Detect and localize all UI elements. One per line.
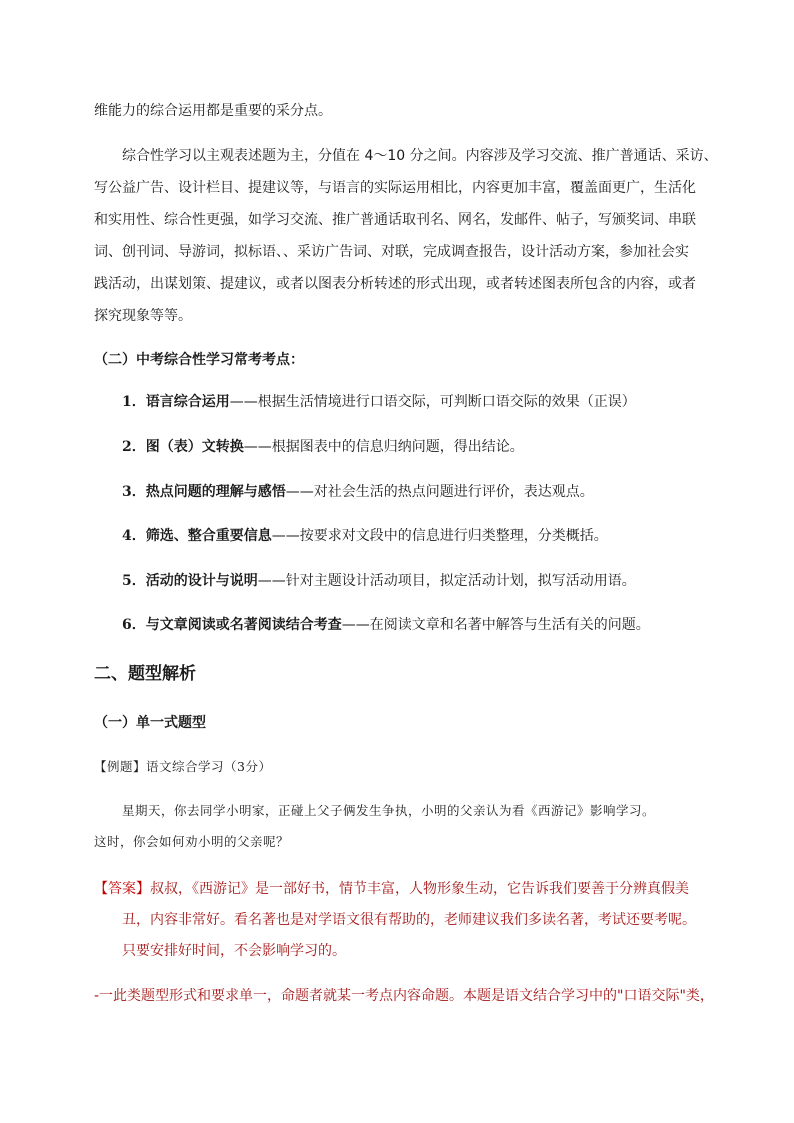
point-item-desc: ——针对主题设计活动项目，拟定活动计划，拟写活动用语。: [257, 573, 636, 589]
example-line-0: 星期天，你去同学小明家，正碰上父子俩发生争执，小明的父亲认为看《西游记》影响学习。: [122, 803, 656, 818]
point-item-num: 4．: [122, 528, 146, 544]
point-item-1: [122, 392, 636, 412]
point-item-term: 筛选、整合重要信息: [145, 528, 272, 544]
answer-line-0: [94, 879, 689, 899]
intro-p1-line-2: 和实用性、综合性更强，如学习交流、推广普通话取刊名、网名，发邮件、帖子，写颁奖词、串联: [94, 212, 696, 228]
answer-tag: 【答案】: [94, 881, 150, 897]
point-item-5: [122, 571, 636, 591]
point-item-num: 3．: [122, 484, 146, 500]
example-label: 【例题】语文综合学习（3分）: [94, 759, 272, 774]
point-item-num: 6．: [122, 617, 146, 633]
section-two-subheading: （一）单一式题型: [94, 715, 206, 731]
point-item-num: 2．: [122, 439, 146, 455]
point-item-num: 1．: [122, 394, 146, 410]
point-item-term: 图（表）文转换: [145, 439, 244, 455]
point-item-desc: ——对社会生活的热点问题进行评价，表达观点。: [285, 484, 594, 500]
answer-line-1: 丑，内容非常好。看名著也是对学语文很有帮助的，老师建议我们多读名著，考试还要考呢。: [122, 912, 696, 928]
point-item-term: 活动的设计与说明: [145, 573, 258, 589]
point-item-term: 热点问题的理解与感悟: [145, 484, 286, 500]
intro-p1-line-1: 写公益广告、设计栏目、提建议等，与语言的实际运用相比，内容更加丰富，覆盖面更广，生活化: [94, 180, 696, 196]
point-item-3: [122, 482, 594, 502]
point-item-6: [122, 615, 650, 635]
answer-text: 叔叔，《西游记》是一部好书，情节丰富，人物形象生动，它告诉我们要善于分辨真假美: [150, 881, 689, 897]
point-item-4: [122, 526, 608, 546]
point-item-num: 5．: [122, 573, 146, 589]
point-item-term: 与文章阅读或名著阅读结合考查: [145, 617, 342, 633]
intro-line-0: 维能力的综合运用都是重要的采分点。: [94, 103, 332, 119]
intro-p1-line-4: 践活动，出谋划策、提建议，或者以图表分析转述的形式出现，或者转述图表所包含的内容，或者: [94, 276, 696, 292]
intro-p1-line-0: 综合性学习以主观表述题为主，分值在 4～10 分之间。内容涉及学习交流、推广普通话、采访、: [122, 148, 718, 164]
point-item-desc: ——根据生活情境进行口语交际，可判断口语交际的效果（正误）: [229, 394, 636, 410]
analysis-line: -一此类题型形式和要求单一，命题者就某一考点内容命题。本题是语文结合学习中的"口语交际"类，: [94, 988, 714, 1004]
point-item-term: 语言综合运用: [145, 394, 230, 410]
answer-line-2: 只要安排好时间，不会影响学习的。: [122, 943, 346, 959]
example-line-1: 这时，你会如何劝小明的父亲呢？: [94, 834, 290, 849]
intro-p1-line-3: 词、创刊词、导游词，拟标语、、采访广告词、对联，完成调查报告，设计活动方案，参加社会实: [94, 244, 689, 260]
section-two-heading: 二、题型解析: [94, 664, 196, 684]
point-item-desc: ——根据图表中的信息归纳问题，得出结论。: [243, 439, 524, 455]
point-item-2: [122, 437, 524, 457]
section-points-heading: （二）中考综合性学习常考考点：: [94, 352, 304, 368]
point-item-desc: ——在阅读文章和名著中解答与生活有关的问题。: [341, 617, 650, 633]
point-item-desc: ——按要求对文段中的信息进行归类整理，分类概括。: [271, 528, 608, 544]
intro-p1-line-5: 探究现象等等。: [94, 308, 192, 324]
